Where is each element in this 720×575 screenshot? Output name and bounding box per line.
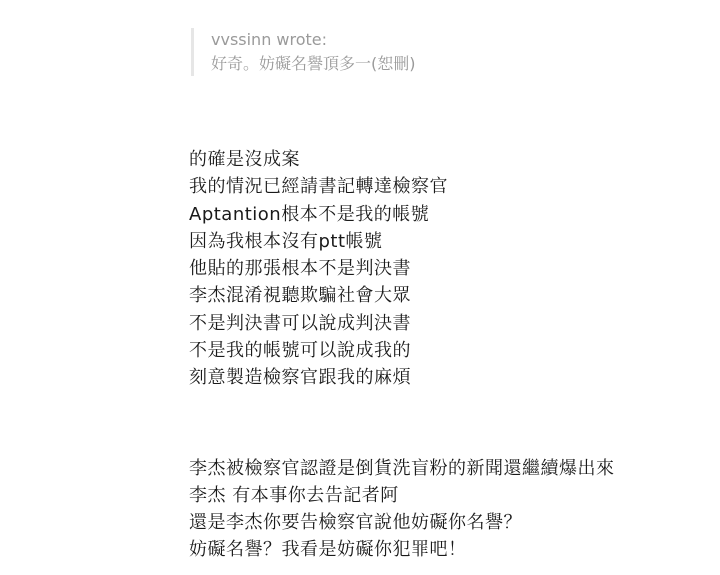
paragraph-line: 不是判決書可以說成判決書 xyxy=(189,312,411,334)
paragraph-line: 李杰被檢察官認證是倒貨洗盲粉的新聞還繼續爆出來 xyxy=(189,458,615,479)
paragraph-line: 李杰混淆視聽欺騙社會大眾 xyxy=(189,285,411,307)
paragraph-line: 他貼的那張根本不是判決書 xyxy=(189,258,411,280)
paragraph-line: 李杰 有本事你去告記者阿 xyxy=(189,485,399,506)
reply-paragraph-2 xyxy=(189,455,615,563)
quote-text: 好奇。妨礙名譽頂多一(恕刪) xyxy=(211,54,416,73)
paragraph-line: 因為我根本沒有ptt帳號 xyxy=(189,230,383,252)
paragraph-line: 的確是沒成案 xyxy=(189,149,300,170)
quote-block xyxy=(191,28,491,76)
reply-paragraph-1 xyxy=(189,146,448,392)
paragraph-line: 妨礙名譽？我看是妨礙你犯罪吧！ xyxy=(189,539,467,560)
quote-author: vvssinn wrote: xyxy=(211,30,328,49)
paragraph-line: 刻意製造檢察官跟我的麻煩 xyxy=(189,367,411,389)
paragraph-line: 不是我的帳號可以說成我的 xyxy=(189,340,411,362)
paragraph-line: 我的情況已經請書記轉達檢察官 xyxy=(189,176,448,198)
paragraph-line: Aptantion根本不是我的帳號 xyxy=(189,203,430,225)
paragraph-line: 還是李杰你要告檢察官說他妨礙你名譽？ xyxy=(189,512,522,533)
